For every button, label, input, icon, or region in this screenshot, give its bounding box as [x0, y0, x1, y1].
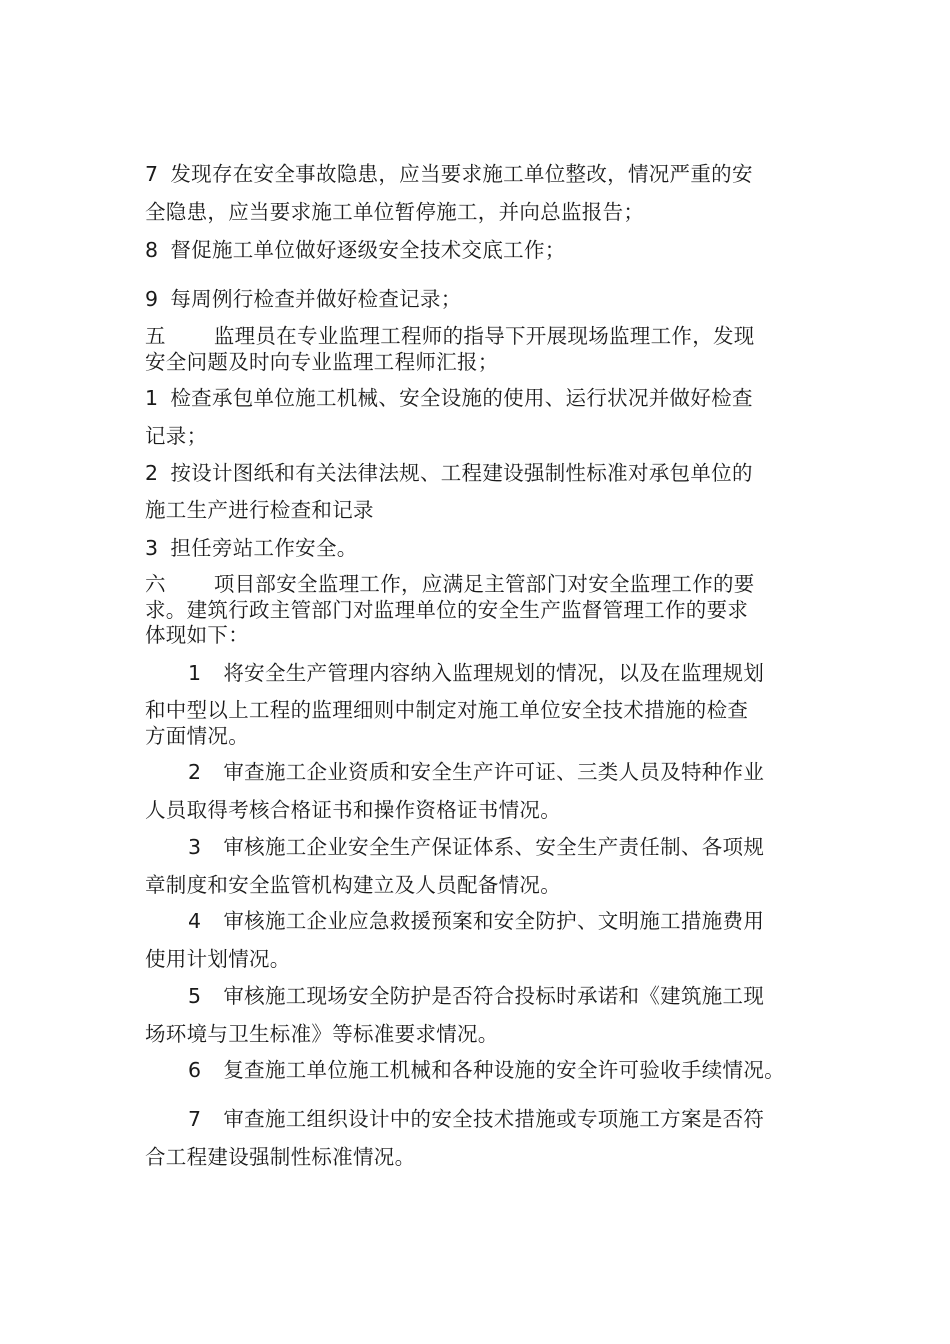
section-heading-continuation — [145, 349, 499, 375]
requirement-item-continuation — [145, 946, 291, 972]
section-heading-continuation — [145, 597, 748, 623]
item-text: 复查施工单位施工机械和各种设施的安全许可验收手续情况。 — [223, 1058, 785, 1082]
item-text: 督促施工单位做好逐级安全技术交底工作； — [170, 238, 566, 262]
item-text: 担任旁站工作安全。 — [170, 536, 358, 560]
item-text: 审查施工组织设计中的安全技术措施或专项施工方案是否符 — [223, 1107, 765, 1131]
item-text: 项目部安全监理工作，应满足主管部门对安全监理工作的要 — [213, 572, 755, 596]
item-text: 检查承包单位施工机械、安全设施的使用、运行状况并做好检查 — [170, 386, 753, 410]
section-heading-continuation — [145, 622, 249, 648]
requirement-item — [188, 983, 764, 1009]
item-text: 审查施工企业资质和安全生产许可证、三类人员及特种作业 — [223, 760, 765, 784]
requirement-item — [188, 908, 764, 934]
item-number: 3 — [188, 835, 202, 859]
item-number: 2 — [145, 461, 159, 485]
item-text: 审核施工现场安全防护是否符合投标时承诺和《建筑施工现 — [223, 984, 765, 1008]
item-number: 3 — [145, 536, 159, 560]
item-text: 发现存在安全事故隐患，应当要求施工单位整改，情况严重的安 — [170, 162, 753, 186]
list-item-continuation — [145, 423, 207, 449]
item-text: 每周例行检查并做好检查记录； — [170, 287, 462, 311]
list-item — [145, 385, 753, 411]
section-heading — [145, 323, 755, 349]
list-item — [145, 460, 753, 486]
requirement-item-continuation — [145, 1021, 499, 1047]
item-number: 5 — [188, 984, 202, 1008]
item-text: 体现如下： — [145, 623, 249, 647]
requirement-item-continuation — [145, 872, 561, 898]
requirement-item — [188, 1106, 764, 1132]
list-item — [145, 535, 358, 561]
list-item — [145, 237, 566, 263]
list-item-continuation — [145, 497, 374, 523]
requirement-item — [188, 834, 764, 860]
item-text: 合工程建设强制性标准情况。 — [145, 1145, 416, 1169]
item-text: 方面情况。 — [145, 724, 249, 748]
item-number: 9 — [145, 287, 159, 311]
requirement-item — [188, 660, 764, 686]
requirement-item-continuation — [145, 797, 561, 823]
item-number: 1 — [145, 386, 159, 410]
section-number: 五 — [145, 324, 166, 348]
item-text: 监理员在专业监理工程师的指导下开展现场监理工作，发现 — [213, 324, 755, 348]
item-text: 和中型以上工程的监理细则中制定对施工单位安全技术措施的检查 — [145, 698, 749, 722]
item-number: 8 — [145, 238, 159, 262]
item-text: 审核施工企业应急救援预案和安全防护、文明施工措施费用 — [223, 909, 765, 933]
item-text: 章制度和安全监管机构建立及人员配备情况。 — [145, 873, 561, 897]
item-number: 2 — [188, 760, 202, 784]
section-number: 六 — [145, 572, 166, 596]
list-item-continuation — [145, 199, 644, 225]
item-number: 7 — [145, 162, 159, 186]
item-text: 人员取得考核合格证书和操作资格证书情况。 — [145, 798, 561, 822]
item-text: 按设计图纸和有关法律法规、工程建设强制性标准对承包单位的 — [170, 461, 753, 485]
item-text: 施工生产进行检查和记录 — [145, 498, 374, 522]
list-item — [145, 161, 753, 187]
requirement-item-continuation — [145, 723, 249, 749]
item-text: 审核施工企业安全生产保证体系、安全生产责任制、各项规 — [223, 835, 765, 859]
list-item — [145, 286, 462, 312]
requirement-item — [188, 759, 764, 785]
item-text: 记录； — [145, 424, 208, 448]
requirement-item — [188, 1057, 785, 1083]
requirement-item-continuation — [145, 1144, 415, 1170]
item-number: 7 — [188, 1107, 202, 1131]
section-heading — [145, 571, 755, 597]
item-number: 4 — [188, 909, 202, 933]
item-number: 1 — [188, 661, 202, 685]
item-number: 6 — [188, 1058, 202, 1082]
item-text: 全隐患，应当要求施工单位暂停施工，并向总监报告； — [145, 200, 645, 224]
item-text: 将安全生产管理内容纳入监理规划的情况，以及在监理规划 — [223, 661, 765, 685]
requirement-item-continuation — [145, 697, 748, 723]
item-text: 场环境与卫生标准》等标准要求情况。 — [145, 1022, 499, 1046]
item-text: 使用计划情况。 — [145, 947, 291, 971]
item-text: 求。建筑行政主管部门对监理单位的安全生产监督管理工作的要求 — [145, 598, 749, 622]
item-text: 安全问题及时向专业监理工程师汇报； — [145, 350, 499, 374]
